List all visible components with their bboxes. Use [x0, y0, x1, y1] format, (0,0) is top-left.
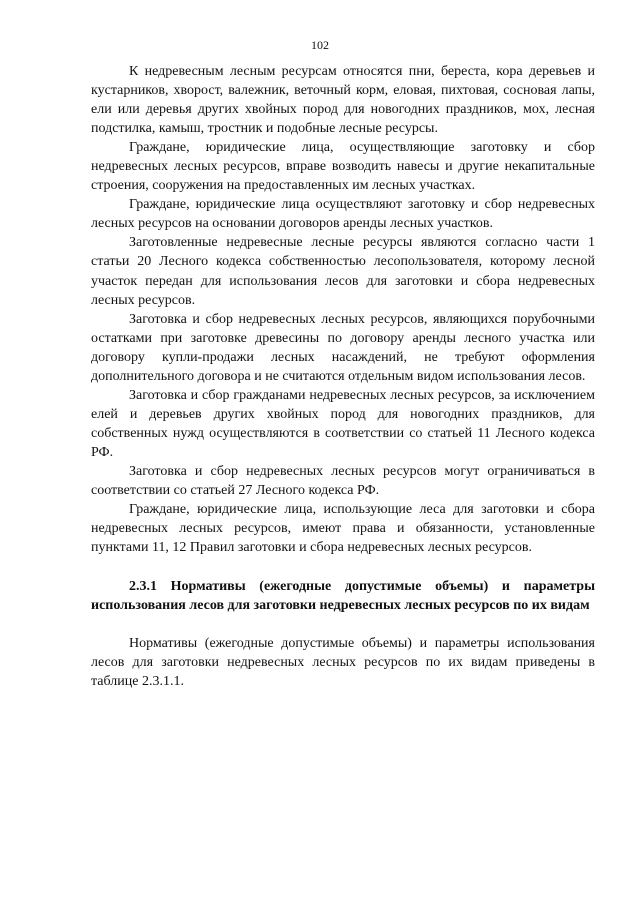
- document-body: [91, 62, 595, 691]
- paragraph-restrictions: Заготовка и сбор недревесных лесных ресурсов могут ограничиваться в соответствии со статьей 27 Лесного кодекса РФ.: [91, 463, 595, 499]
- section-heading: 2.3.1 Нормативы (ежегодные допустимые объемы) и параметры использования лесов для заготовки недревесных лесных ресурсов по их видам: [91, 579, 595, 614]
- paragraph-lease-basis: Граждане, юридические лица осуществляют заготовку и сбор недревесных лесных ресурсов на основании договоров аренды лесных участков.: [91, 197, 595, 232]
- paragraph-logging-residues: Заготовка и сбор недревесных лесных ресурсов, являющихся порубочными остатками при заготовке древесины по договору аренды лесного участка или договору купли-продажи лесных насаждений, не требуют оформления дополнительного договора и не считаются отдельным видом использования лесов.: [91, 311, 595, 384]
- paragraph-temporary-structures: Граждане, юридические лица, осуществляющие заготовку и сбор недревесных лесных ресурсов, вправе возводить навесы и другие некапитальные строения, сооружения на предоставленных им лесных участках.: [91, 140, 595, 194]
- paragraph-ownership: Заготовленные недревесные лесные ресурсы являются согласно части 1 статьи 20 Лесного кодекса собственностью лесопользователя, которому лесной участок передан для использования лесов для заготовки и сбора недревесных лесных ресурсов.: [91, 235, 595, 308]
- paragraph-own-needs: Заготовка и сбор гражданами недревесных лесных ресурсов, за исключением елей и деревьев других хвойных пород для новогодних праздников, для собственных нужд осуществляются в соответствии со статьей 11 Лесного кодекса РФ.: [91, 387, 595, 460]
- page-number: 102: [311, 38, 329, 52]
- section-2-3-1: [91, 577, 595, 691]
- paragraph-non-wood-resources-definition: К недревесным лесным ресурсам относятся пни, береста, кора деревьев и кустарников, хворост, валежник, веточный корм, еловая, пихтовая, сосновая лапы, ели или деревья других хвойных пород для новогодних праздников, мох, лесная подстилка, камыш, тростник и подобные лесные ресурсы.: [91, 64, 595, 137]
- section-paragraph: Нормативы (ежегодные допустимые объемы) и параметры использования лесов для заготовки недревесных лесных ресурсов по их видам приведены в таблице 2.3.1.1.: [91, 636, 595, 690]
- paragraph-rights-obligations: Граждане, юридические лица, использующие леса для заготовки и сбора недревесных лесных ресурсов, имеют права и обязанности, установленные пунктами 11, 12 Правил заготовки и сбора недревесных лесных ресурсов.: [91, 502, 595, 556]
